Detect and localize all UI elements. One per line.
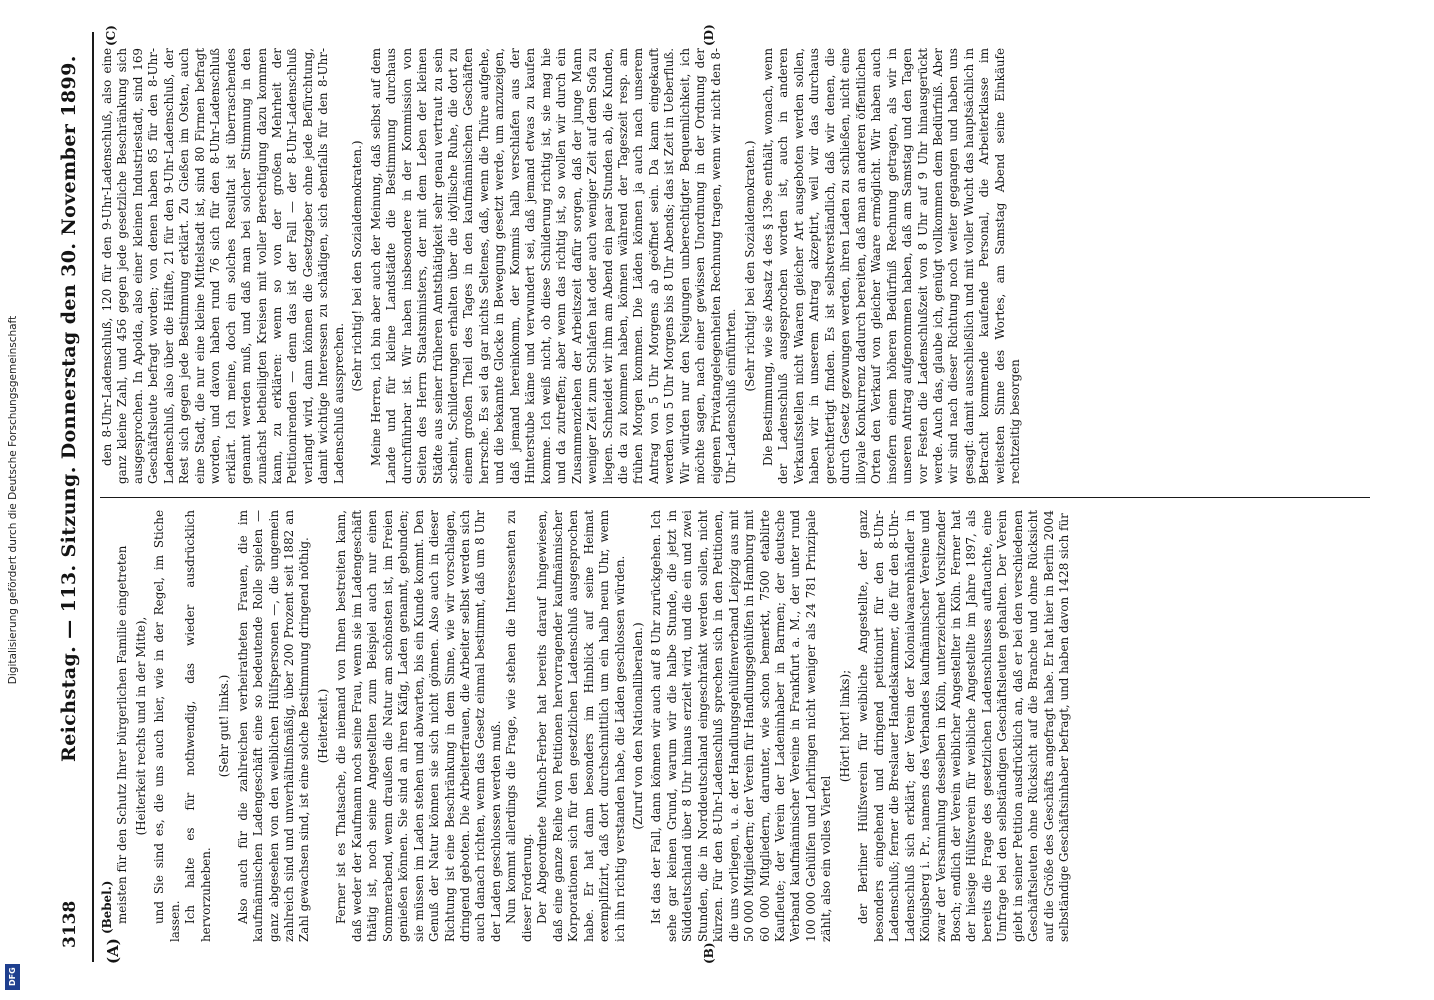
margin-marker-c: (C)	[104, 25, 118, 46]
interjection: (Heiterkeit.)	[315, 688, 330, 764]
left-column	[100, 510, 1370, 942]
interjection: (Sehr richtig! bei den Sozialdemokraten.)	[742, 140, 757, 392]
interjection: (Heiterkeit rechts und in der Mitte),	[133, 616, 148, 836]
paragraph: Ist das der Fall, dann können wir auch auf 8 Uhr zurückgehen. Ich sehe gar keinen Grund, warum wir die halbe Stunde, die jetzt in Süddeutschland über 8 Uhr hinaus erzielt wird, und die ein und zwei Stunden, die in Norddeutschland eingeschränkt werden sollen, nicht kürzen. Für den 8-Uhr-Ladenschluß sprechen sich in den Petitionen, die uns vorliegen, u. a. der Handlungsgehülfenverband Leipzig aus mit 50 000 Mitgliedern; der Verein für Handlungsgehülfen in Hamburg mit 60 000 Mitgliedern, darunter, wie schon bemerkt, 7500 etablirte Kaufleute; der Verein der Ladeninhaber in Barmen; der deutsche Verband kaufmännischer Vereine in Frankfurt a. M., der unter rund 100 000 Gehülfen und Lehrlingen nicht weniger als 24 781 Prinzipale zählt, also ein volles Viertel	[649, 510, 834, 942]
paragraph: Ferner ist es Thatsache, die niemand von Ihnen bestreiten kann, daß weder der Kaufmann noch seine Frau, wenn sie im Ladengeschäft thätig ist, noch seine Angestellten zum Beispiel auch nur einen Sommerabend, wenn draußen die Natur am schönsten ist, im Freien genießen können. Sie sind an ihren Käfig, Laden genannt, gebunden; sie müssen im Laden stehen und abwarten, bis ein Kunde kommt. Den Genuß der Natur können sie sich nicht gönnen. Also auch in dieser Richtung ist eine Beschränkung in dem Sinne, wie wir vorschlagen, dringend geboten. Die Arbeiterfrauen, die Arbeiter selbst werden sich auch danach richten, wenn das Gesetz einmal bestimmt, daß um 8 Uhr der Laden geschlossen werden muß.	[334, 510, 503, 942]
page-number: 3138	[60, 900, 80, 948]
paragraph: Meine Herren, ich bin aber auch der Meinung, daß selbst auf dem Lande und für kleine Landstädte die Bestimmung durchaus durchführbar ist. Wir haben insbesondere in der Kommission von Seiten des Herrn Staatsministers, der mit dem Leben der kleinen Städte aus seiner früheren Amtsthätigkeit sehr genau vertraut zu sein scheint, Schilderungen erhalten über die idyllische Ruhe, die dort zu einem großen Theil des Tages in den kaufmännischen Geschäften herrsche. Es sei da gar nichts Seltenes, daß, wenn die Thüre aufgehe, und die bekannte Glocke in Bewegung gesetzt werde, um anzuzeigen, daß jemand hereinkomm, der Kommis halb verschlafen aus der Hinterstube käme und verwundert sei, daß jemand etwas zu kaufen komme. Ich weiß nicht, ob diese Schilderung richtig ist, sie mag hie und da zutreffen; aber wenn das richtig ist, so wollen wir durch ein Zusammenziehen der Arbeitszeit dafür sorgen, daß der junge Mann weniger Zeit zum Schlafen hat oder auch weniger Zeit auf dem Sofa zu liegen. Schneidet wir ihm am Abend ein paar Stunden ab, die Kunden, die da zu kommen haben, können während der Tageszeit resp. am frühen Morgen kommen. Die Läden können ja auch nach unserem Antrag von 5 Uhr Morgens ab geöffnet sein. Da kann eingekauft werden von 5 Uhr Morgens bis 8 Uhr Abends; das ist Zeit in Ueberfluß. Wir würden nur den Neigungen unberechtigter Bequemlichkeit, ich möchte sagen, nach einer gewissen Unordnung in der Ordnung der eigenen Privatangelegenheiten Rechnung tragen, wenn wir nicht den 8-Uhr-Ladenschluß einführten.	[368, 48, 739, 484]
interjection: (Sehr richtig! bei den Sozialdemokraten.)	[350, 140, 365, 392]
paragraph: den 8-Uhr-Ladenschluß, 120 für den 9-Uhr-Ladenschluß, also eine ganz kleine Zahl, und 456 gegen jede gesetzliche Beschränkung sich ausgesprochen. In Apolda, also einer kleinen Industriestadt, sind 169 Geschäftsleute befragt worden; von denen haben 85 für den 8-Uhr-Ladenschluß, also über die Hälfte, 21 für den 9-Uhr-Ladenschluß, der Rest sich gegen jede Bestimmung erklärt. Zu Gießen im Osten, auch eine Stadt, die nur eine kleine Mittelstadt ist, sind 80 Firmen befragt worden, und davon haben rund 76 sich für den 8-Uhr-Ladenschluß erklärt. Ich meine, doch ein solches Resultat ist überraschendes genannt werden muß, und daß man bei solcher Stimmung in den zunächst betheiligten Kreisen mit voller Berechtigung dazu kommen kann, zu erklären: wenn so von der großen Mehrheit der Petitionirenden — denn das ist der Fall — der 8-Uhr-Ladenschluß verlangt wird, dann können die Gesetzgeber ohne jede Befürchtung, damit wichtige Interessen zu schädigen, sich ebenfalls für den 8-Uhr-Ladenschluß aussprechen.	[100, 48, 346, 484]
paragraph: und Sie sind es, die uns auch hier, wie in der Regel, im Stiche lassen.	[152, 510, 182, 942]
credit-text: Digitalisierung gefördert durch die Deutsche Forschungsgemeinschaft	[7, 315, 19, 685]
header-rule	[92, 32, 94, 962]
digitization-credit	[2, 0, 24, 1000]
margin-marker-a: (A)	[104, 938, 122, 964]
paragraph: Die Bestimmung, wie sie Absatz 4 des § 139e enthält, wonach, wenn der Ladenschluß ausgesprochen worden ist, auch in anderen Verkaufsstellen nicht Waaren gleicher Art ausgeboten werden sollen, haben wir in unserem Antrag akzeptirt, weil wir das durchaus gerechtfertigt finden. Es ist selbstverständlich, daß wir denen, die durch Gesetz gezwungen werden, ihren Laden zu schließen, nicht eine illoyale Konkurrenz dadurch bereiten, daß man an anderen öffentlichen Orten den Verkauf von gleicher Waare ermöglicht. Wir haben auch insofern einem höheren Bedürfniß Rechnung getragen, als wir in unseren Antrag aufgenommen haben, daß am Samstag und den Tagen vor Festen die Ladenschlußzeit von 8 Uhr auf 9 Uhr hinausgerückt werde. Auch das, glaube ich, genügt vollkommen dem Bedürfniß. Aber wir sind nach dieser Richtung noch weiter gegangen und haben uns gesagt: damit ausschließlich und mit voller Wucht das hauptsächlich in Betracht kommende kaufende Personal, die Arbeiterklasse im weitesten Sinne des Wortes, am Samstag Abend seine Einkäufe rechtzeitig besorgen	[761, 48, 1023, 484]
dfg-logo: DFG	[5, 964, 20, 990]
paragraph: der Berliner Hülfsverein für weibliche Angestellte, der ganz besonders eingehend und dringend petitionirt für den 8-Uhr-Ladenschluß; ferner die Breslauer Handelskammer, die für den 8-Uhr-Ladenschluß sich erklärt; der Verein der Kolonialwaarenhändler in Königsberg i. Pr., namens des Verbandes kaufmännischer Vereine und zwar der Versammlung desselben in Köln, unterzeichnet Vorsitzender Bosch; endlich der Verein weiblicher Angestellter in Köln. Ferner hat der hiesige Hülfsverein für weibliche Angestellte im Jahre 1897, als bereits die Frage des gesetzlichen Ladenschlusses auftauchte, eine Umfrage bei den selbständigen Geschäftsleuten gehalten. Der Verein giebt in seiner Petition ausdrücklich an, daß er bei den verschiedenen Geschäftsleuten ohne Rücksicht auf die Branche und ohne Rücksicht auf die Größe des Geschäfts angefragt habe. Er hat hier in Berlin 2004 selbständige Geschäftsinhaber befragt, und haben davon 1428 sich für	[856, 510, 1072, 942]
paragraph: Also auch für die zahlreichen verheiratheten Frauen, die im kaufmännischen Ladengeschäft eine so bedeutende Rolle spielen — ganz abgesehen von den weiblichen Hülfspersonen —, die ungemein zahlreich sind und unverhältnißmäßig, über 200 Prozent seit 1882 an Zahl gewachsen sind, ist eine solche Bestimmung dringend nöthig.	[235, 510, 312, 942]
paragraph: Ich halte es für nothwendig, das wieder ausdrücklich hervorzuheben.	[183, 510, 213, 942]
page-title: Reichstag. — 113. Sitzung. Donnerstag den 30. November 1899.	[58, 55, 80, 762]
paragraph: meisten für den Schutz Ihrer bürgerlichen Familie eingetreten	[115, 545, 130, 924]
right-column	[100, 48, 1370, 484]
interjection: (Hört! hört! links);	[837, 669, 852, 783]
column-divider	[100, 497, 1370, 498]
margin-marker-d: (D)	[702, 24, 716, 46]
page-header	[56, 32, 90, 962]
paragraph: Nun kommt allerdings die Frage, wie stehen die Interessenten zu dieser Forderung.	[504, 510, 534, 942]
scanned-page	[56, 24, 1386, 964]
speaker-name: (Bebel.)	[100, 880, 114, 934]
paragraph: Der Abgeordnete Münch-Ferber hat bereits darauf hingewiesen, daß eine ganze Reihe von Petitionen hervorragender kaufmännischer Korporationen sich für den gesetzlichen Ladenschluß ausgesprochen habe. Er hat dann besonders im Hinblick auf seine Heimat exemplifizirt, daß dort durchschnittlich um ein halb neun Uhr, wenn ich ihn richtig verstanden habe, die Läden geschlossen würden.	[535, 510, 627, 942]
interjection: (Sehr gut! links.)	[217, 674, 232, 778]
margin-marker-b: (B)	[702, 942, 716, 964]
interjection: (Zuruf von den Nationalliberalen.)	[630, 622, 645, 830]
